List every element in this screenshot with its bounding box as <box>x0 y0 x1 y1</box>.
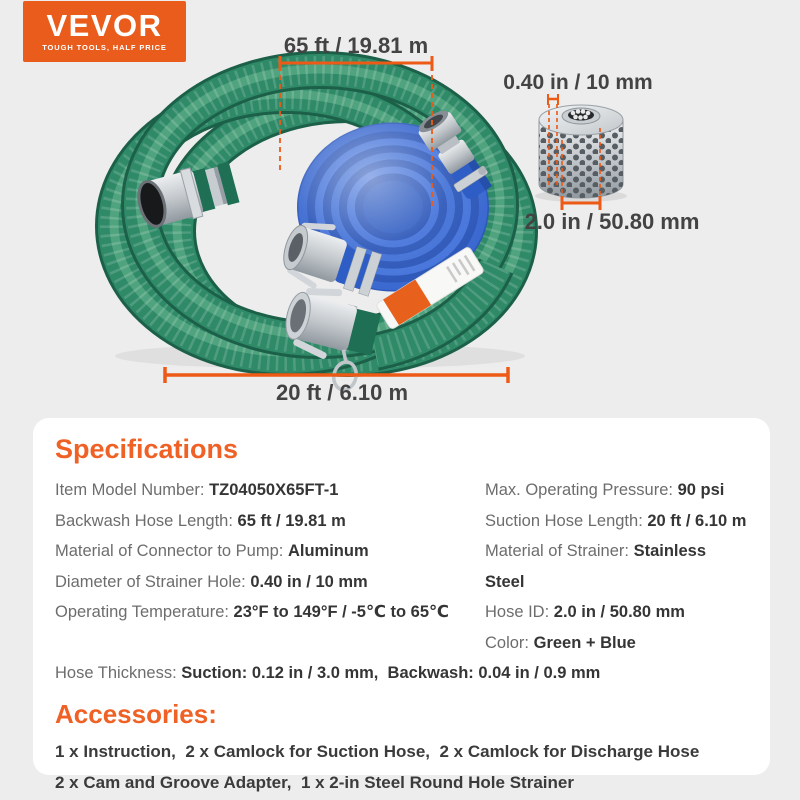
strainer-opening-label: 2.0 in / 50.80 mm <box>524 209 700 234</box>
spec-label: Item Model Number: <box>55 481 210 499</box>
spec-label: Backwash Hose Length: <box>55 511 238 530</box>
spec-label: Diameter of Strainer Hole: <box>55 572 251 591</box>
spec-hose-id <box>485 597 748 628</box>
spec-value: 90 psi <box>677 481 725 499</box>
spec-value: 0.40 in / 10 mm <box>250 572 368 591</box>
spec-value: TZ04050X65FT-1 <box>209 481 339 499</box>
brand-tagline: TOUGH TOOLS, HALF PRICE <box>42 43 167 52</box>
spec-strainer-material <box>485 536 748 597</box>
spec-item-model-number <box>55 475 485 506</box>
spec-connector-material <box>55 536 485 567</box>
spec-operating-temperature <box>55 597 485 628</box>
spec-value: Suction: 0.12 in / 3.0 mm, Backwash: 0.04 in / 0.9 mm <box>181 664 601 682</box>
spec-value: Stainless Steel <box>485 542 711 591</box>
spec-panel <box>33 418 770 792</box>
spec-backwash-hose-length <box>55 506 485 537</box>
spec-label: Hose ID: <box>485 603 554 621</box>
spec-value: 65 ft / 19.81 m <box>237 511 346 530</box>
spec-column-right <box>485 475 748 658</box>
spec-label: Operating Temperature: <box>55 603 234 621</box>
spec-label: Material of Connector to Pump: <box>55 542 288 560</box>
spec-max-operating-pressure <box>485 475 748 506</box>
spec-hose-thickness <box>55 658 748 689</box>
suction-length-label: 20 ft / 6.10 m <box>275 380 409 405</box>
spec-value: 20 ft / 6.10 m <box>647 511 747 530</box>
spec-color <box>485 628 748 659</box>
spec-value: 2.0 in / 50.80 mm <box>553 603 685 621</box>
spec-value: 23°F to 149°F / -5℃ to 65℃ <box>233 603 450 621</box>
spec-label: Max. Operating Pressure: <box>485 481 678 499</box>
spec-value: Aluminum <box>287 542 369 560</box>
spec-columns <box>55 475 748 658</box>
spec-label: Hose Thickness: <box>55 664 182 682</box>
spec-label: Material of Strainer: <box>485 542 634 560</box>
accessories-line-1: 1 x Instruction, 2 x Camlock for Suction Hose, 2 x Camlock for Discharge Hose <box>55 741 700 761</box>
spec-value: Green + Blue <box>533 633 636 652</box>
brand-name: VEVOR <box>46 8 163 43</box>
strainer-hole-label: 0.40 in / 10 mm <box>503 71 653 94</box>
accessories-title: Accessories: <box>55 698 217 729</box>
spec-label: Suction Hose Length: <box>485 511 648 530</box>
backwash-length-label: 65 ft / 19.81 m <box>283 33 429 58</box>
spec-suction-hose-length <box>485 506 748 537</box>
spec-strainer-hole-diameter <box>55 567 485 598</box>
specifications-title: Specifications <box>55 434 239 464</box>
spec-column-left <box>55 475 485 658</box>
spec-label: Color: <box>485 633 534 652</box>
accessories-line-2: 2 x Cam and Groove Adapter, 1 x 2-in Steel Round Hole Strainer <box>55 772 574 792</box>
